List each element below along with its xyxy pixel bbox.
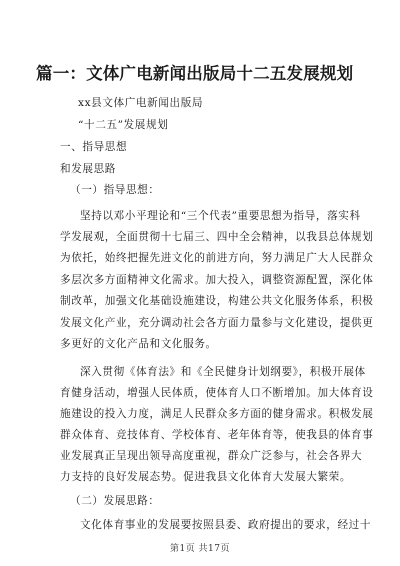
section-heading-1: 一、指导思想 <box>60 141 128 153</box>
document-title: 篇一：文体广电新闻出版局十二五发展规划 <box>36 64 354 83</box>
paragraph1-line: 发展文化产业，充分调动社会各方面力量参与文化建设，提供更 <box>60 317 374 329</box>
paragraph2-line: 力支持的良好发展态势。促进我县文化体育大发展大繁荣。 <box>60 471 352 483</box>
paragraph1-line: 为依托，始终把握先进文化的前进方向，努力满足广大人民群众 <box>60 252 374 264</box>
paragraph2-line: 育健身活动，增强人民体质，使体育人口不断增加。加大体育设 <box>60 387 374 399</box>
paragraph1-line: 学发展观，全面贯彻十七届三、四中全会精神，以我县总体规划 <box>60 231 374 243</box>
paragraph1-line: 坚持以邓小平理论和“三个代表”重要思想为指导，落实科 <box>80 210 361 222</box>
subheading-development-path: （二）发展思路： <box>70 495 160 507</box>
plan-name-line: “十二五”发展规划 <box>78 119 169 131</box>
paragraph1-line: 多更好的文化产品和文化服务。 <box>60 338 217 350</box>
page-footer: 第1页 共17页 <box>169 544 231 554</box>
paragraph2-line: 施建设的投入力度，满足人民群众多方面的健身需求。积极发展 <box>60 408 374 420</box>
paragraph2-line: 群众体育、竞技体育、学校体育、老年体育等，使我县的体育事 <box>60 429 374 441</box>
paragraph2-line: 深入贯彻《体育法》和《全民健身计划纲要》，积极开展体 <box>80 366 366 378</box>
section-heading-1-cont: 和发展思路 <box>60 163 116 175</box>
paragraph1-line: 多层次多方面精神文化需求。加大投入，调整资源配置，深化体 <box>60 274 374 286</box>
subheading-guiding-thought: （一）指导思想： <box>70 184 160 196</box>
paragraph2-line: 业发展真正呈现出领导高度重视，群众广泛参与，社会各界大 <box>60 450 363 462</box>
paragraph1-line: 制改革，加强文化基础设施建设，构建公共文化服务体系，积极 <box>60 295 374 307</box>
org-name-line: xx县文体广电新闻出版局 <box>78 97 204 109</box>
paragraph3-line: 文化体育事业的发展要按照县委、政府提出的要求，经过十 <box>80 519 372 531</box>
